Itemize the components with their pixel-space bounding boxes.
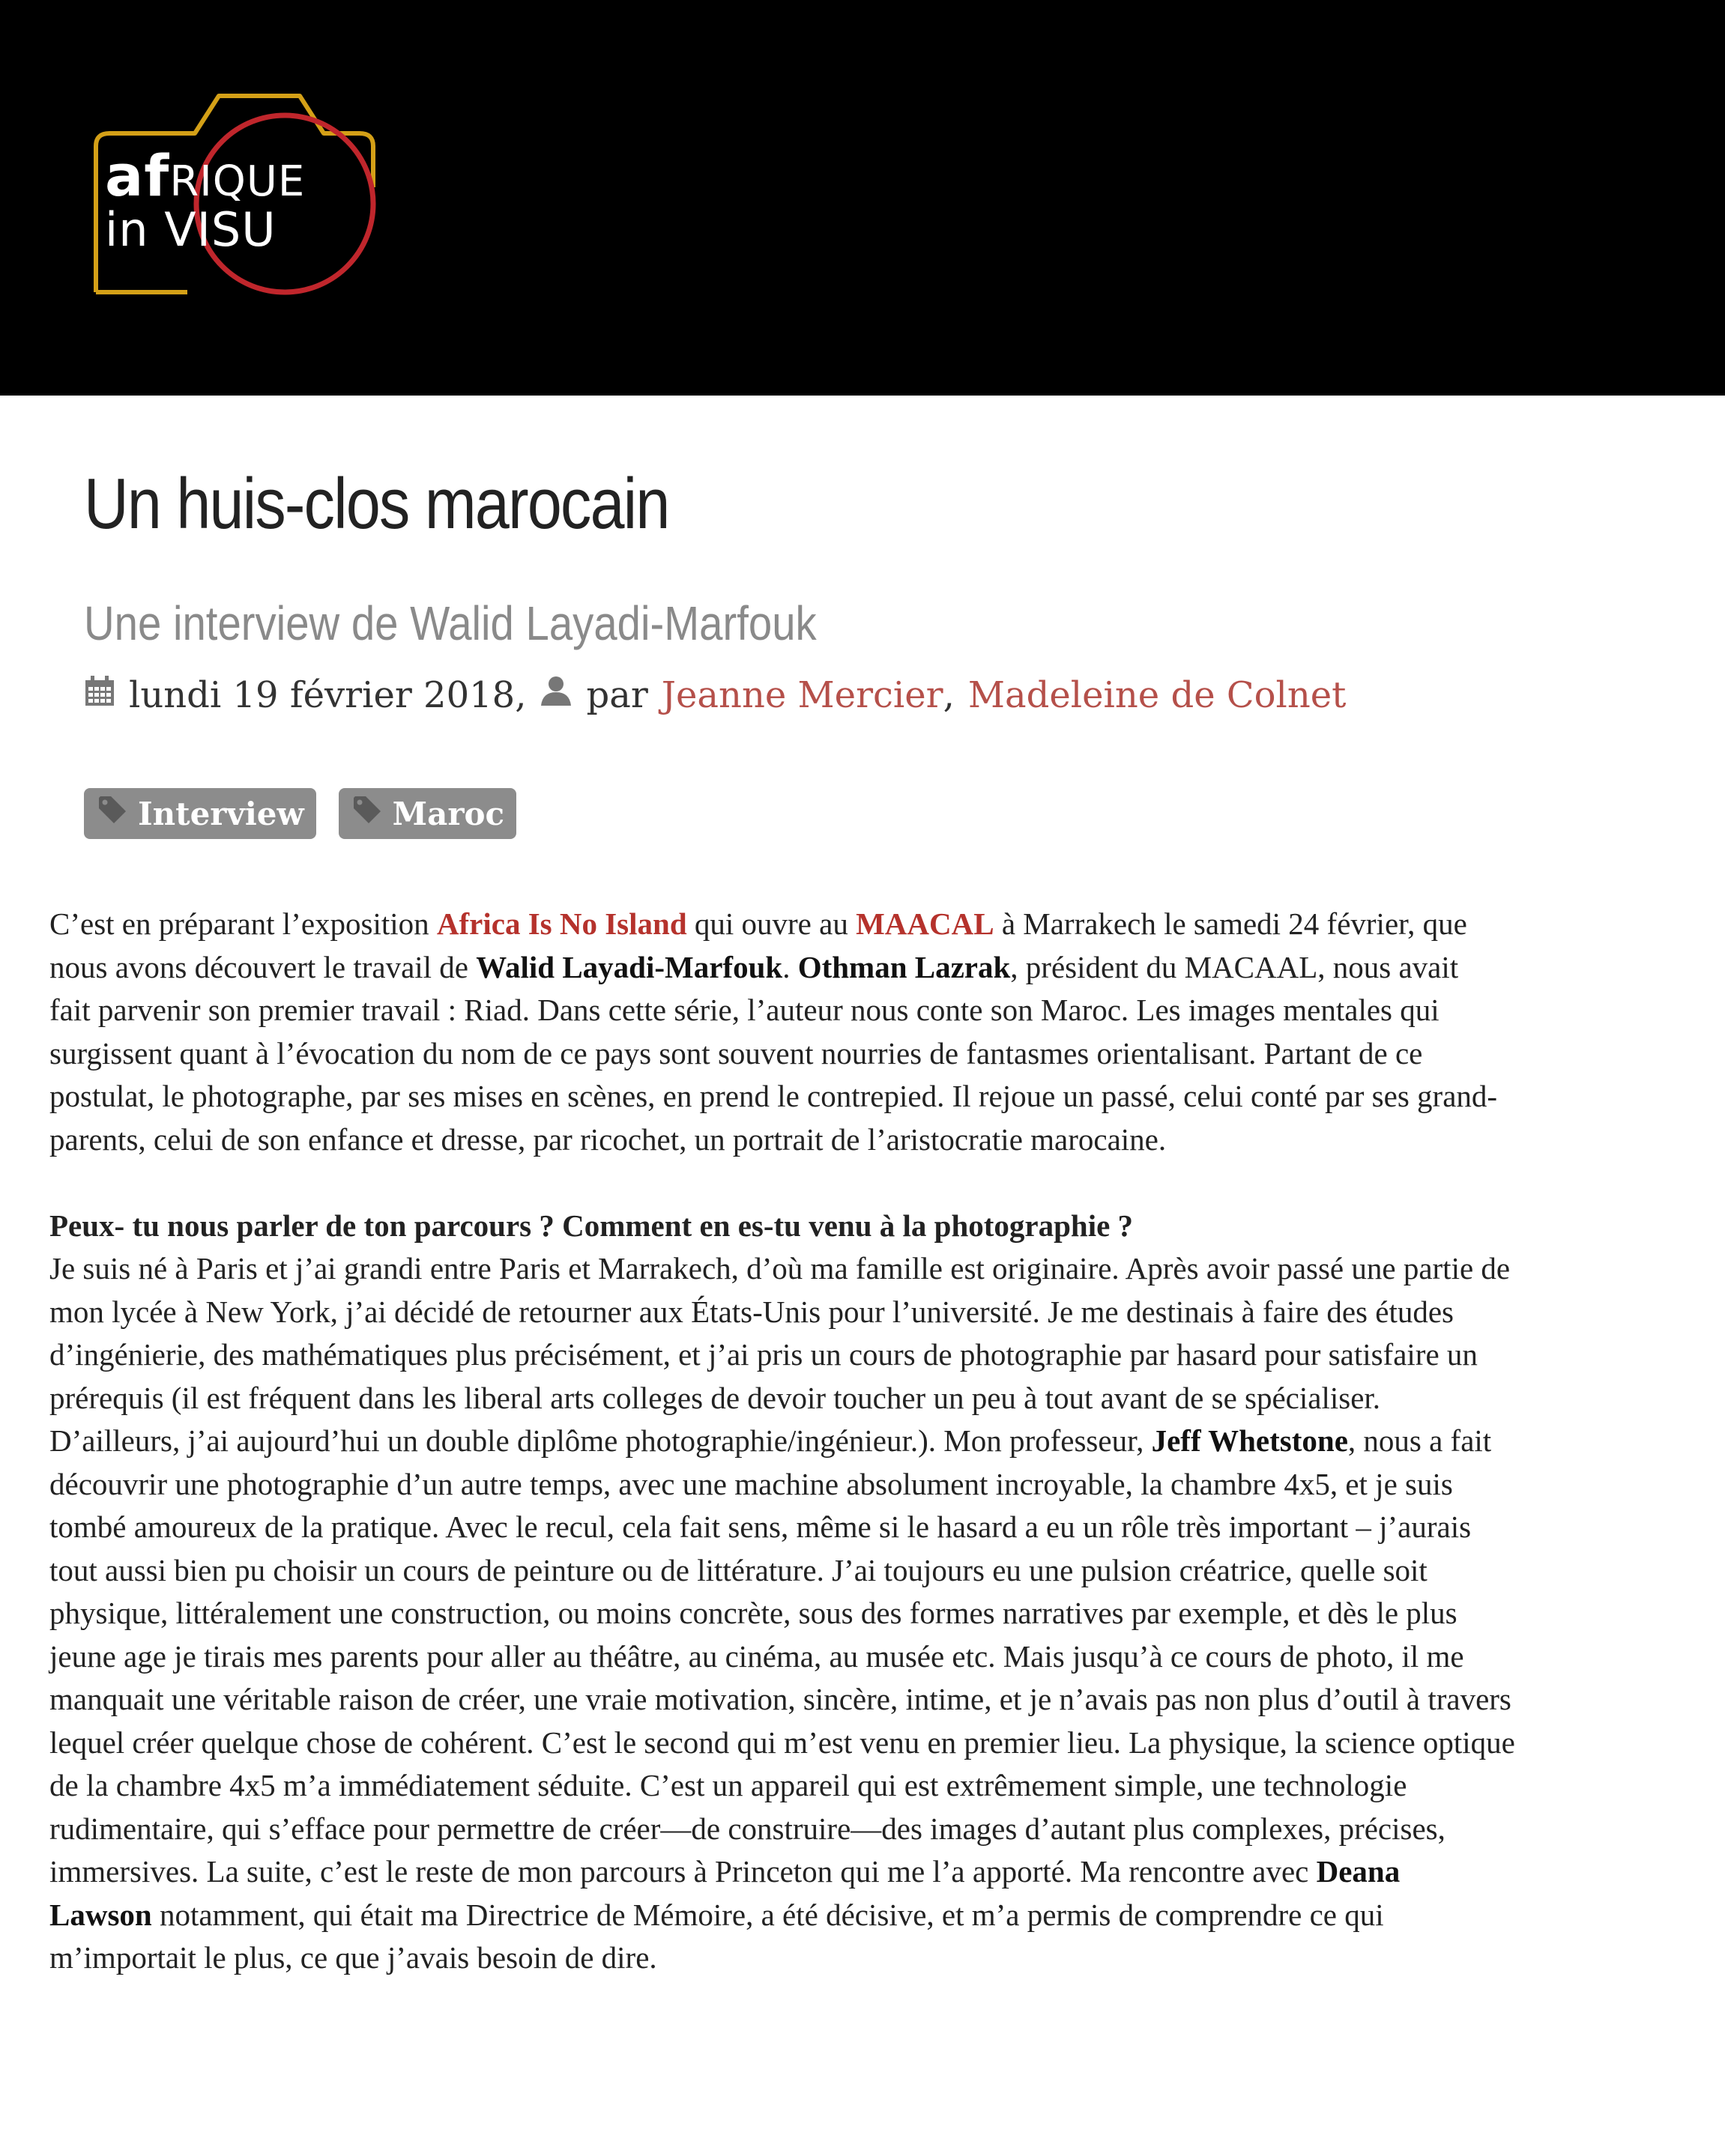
- link-maacal[interactable]: MAACAL: [856, 906, 994, 941]
- interview-question: Peux- tu nous parler de ton parcours ? Comment en es-tu venu à la photographie ?: [49, 1208, 1134, 1243]
- bold-othman: Othman Lazrak: [797, 949, 1011, 984]
- article-subtitle: Une interview de Walid Layadi-Marfouk: [84, 596, 817, 650]
- tag-label: Interview: [138, 795, 304, 832]
- tag-icon: [352, 795, 382, 832]
- tag-maroc[interactable]: [339, 788, 516, 839]
- site-logo[interactable]: [82, 75, 382, 307]
- article-by: par: [586, 674, 648, 716]
- bold-lawson: Lawson: [49, 1897, 152, 1932]
- tag-list: [84, 788, 516, 839]
- logo-text-line2: in VISU: [105, 202, 277, 257]
- logo-text-line1: afRIQUE: [105, 142, 306, 209]
- article-body: [49, 903, 1698, 1980]
- user-icon: [540, 674, 573, 716]
- article-meta: lundi 19 février 2018, par Jeanne Mercier , Madeleine de Colnet: [84, 674, 1346, 716]
- tag-interview[interactable]: [84, 788, 316, 839]
- bold-walid: Walid Layadi-Marfouk: [476, 949, 783, 984]
- bold-deana: Deana: [1316, 1854, 1401, 1889]
- link-africa-is-no-island[interactable]: Africa Is No Island: [436, 906, 687, 941]
- interview-answer: Je suis né à Paris et j’ai grandi entre Paris et Marrakech, d’où ma famille est originaire. Après avoir passé une partie de mon lycée à New York, j’ai décidé de retourner aux États-Unis pour l’université. Je me destinais à faire des études d’ingénierie, des mathématiques plus précisément, et j’ai pris un cours de photographie par hasard pour satisfaire un prérequis (il est fréquent dans les liberal arts colleges de devoir toucher un peu à tout avant de se spécialiser. D’ailleurs, j’ai aujourd’hui un double diplôme photographie/ingénieur.). Mon professeur, Jeff Whetstone, nous a fait découvrir une photographie d’un autre temps, avec une machine absolument incroyable, la chambre 4x5, et je suis tombé amoureux de la pratique. Avec le recul, cela fait sens, même si le hasard a eu un rôle très important – j’aurais tout aussi bien pu choisir un cours de peinture ou de littérature. J’ai toujours eu une pulsion créatrice, quelle soit physique, littéralement une construction, ou moins concrète, sous des formes narratives par exemple, et dès le plus jeune age je tirais mes parents pour aller au théâtre, au cinéma, au musée etc. Mais jusqu’à ce cours de photo, il me manquait une véritable raison de créer, une vraie motivation, sincère, intime, et je n’avais pas non plus d’outil à travers lequel créer quelque chose de cohérent. C’est le second qui m’est venu en premier lieu. La physique, la science optique de la chambre 4x5 m’a immédiatement séduite. C’est un appareil qui est extrêmement simple, une technologie rudimentaire, qui s’efface pour permettre de créer—de construire—des images d’autant plus complexes, précises, immersives. La suite, c’est le reste de mon parcours à Princeton qui me l’a apporté. Ma rencontre avec Deana Lawson notamment, qui était ma Directrice de Mémoire, a été décisive, et m’a permis de comprendre ce qui m’importait le plus, ce que j’avais besoin de dire.: [49, 1251, 1515, 1975]
- tag-label: Maroc: [392, 795, 505, 832]
- author-link-madeleine-de-colnet[interactable]: Madeleine de Colnet: [967, 674, 1347, 716]
- site-header: [0, 0, 1725, 396]
- bold-jeff-whetstone: Jeff Whetstone: [1151, 1423, 1348, 1458]
- author-link-jeanne-mercier[interactable]: Jeanne Mercier: [661, 674, 943, 716]
- tag-icon: [97, 795, 127, 832]
- intro-paragraph: C’est en préparant l’exposition Africa Is No Island qui ouvre au MAACAL à Marrakech le samedi 24 février, que nous avons découvert le travail de Walid Layadi-Marfouk. Othman Lazrak, président du MACAAL, nous avait fait parvenir son premier travail : Riad. Dans cette série, l’auteur nous conte son Maroc. Les images mentales qui surgissent quant à l’évocation du nom de ce pays sont souvent nourries de fantasmes orientalisant. Partant de ce postulat, le photographe, par ses mises en scènes, en prend le contrepied. Il rejoue un passé, celui conté par ses grand- parents, celui de son enfance et dresse, par ricochet, un portrait de l’aristocratie marocaine.: [49, 906, 1498, 1157]
- article-title: Un huis-clos marocain: [84, 464, 669, 544]
- calendar-icon: [84, 674, 115, 716]
- article-date: lundi 19 février 2018,: [129, 674, 527, 716]
